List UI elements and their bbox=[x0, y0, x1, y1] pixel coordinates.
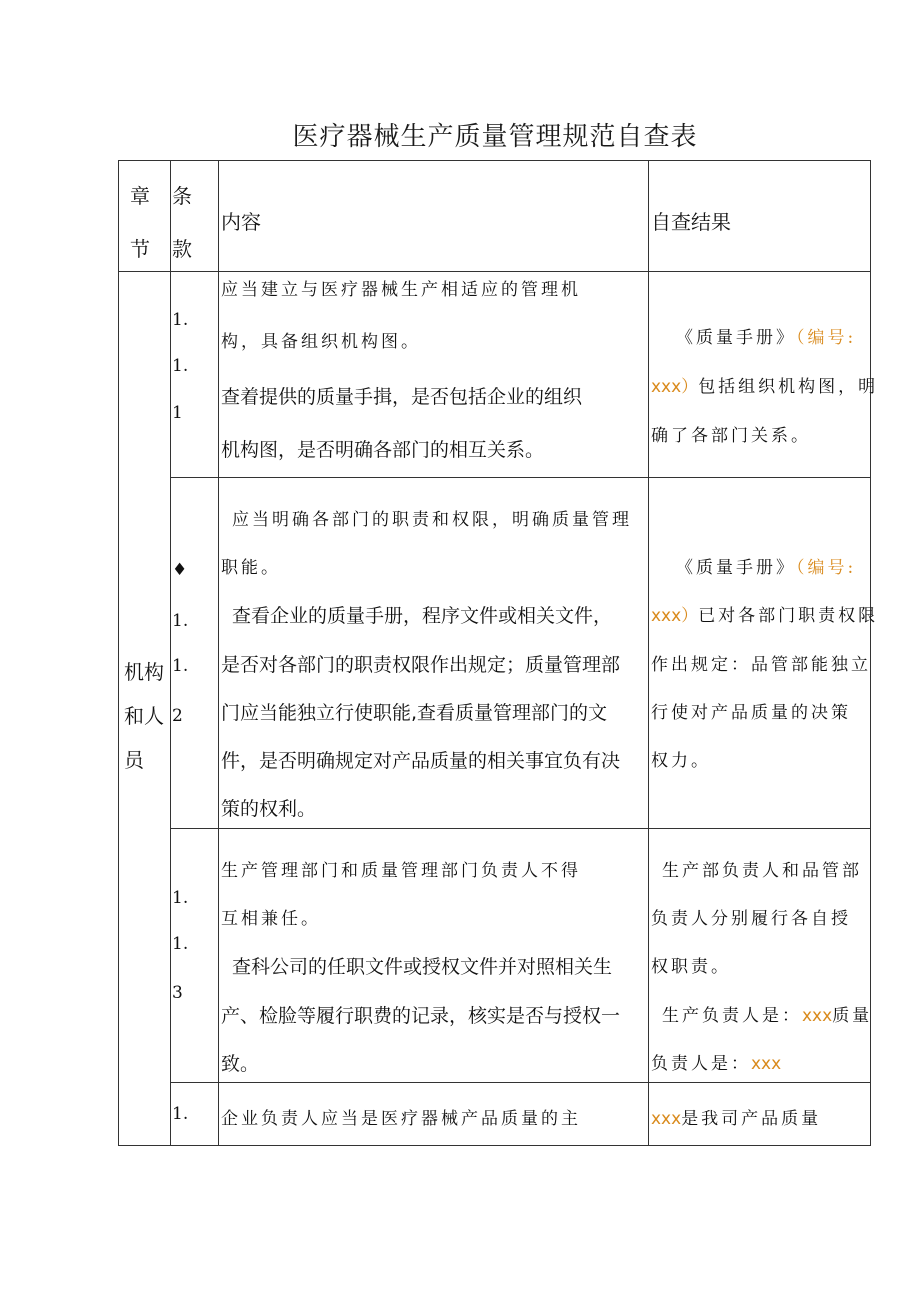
header-chapter: 节 bbox=[130, 237, 150, 261]
requirement-text: 生产管理部门和质量管理部门负责人不得 bbox=[221, 861, 581, 881]
table-row-divider bbox=[170, 477, 871, 478]
check-text: 产、检脸等履行职费的记录，核实是否与授权一 bbox=[221, 1005, 621, 1027]
page-title: 医疗器械生产质量管理规范自查表 bbox=[292, 122, 698, 152]
clause-number: 1. bbox=[172, 1104, 189, 1124]
clause-number: 1. bbox=[172, 934, 189, 954]
clause-number: 1. bbox=[172, 656, 189, 676]
clause-number: 1. bbox=[172, 310, 189, 330]
table-col-divider bbox=[218, 160, 219, 1146]
result-text: 负责人是：xxx bbox=[651, 1054, 782, 1074]
check-text: 是否对各部门的职责权限作出规定；质量管理部 bbox=[221, 654, 621, 676]
clause-number: 2 bbox=[172, 706, 183, 726]
result-text: 确了各部门关系。 bbox=[651, 426, 811, 446]
header-clause: 款 bbox=[172, 237, 192, 261]
check-text: 查看企业的质量手册，程序文件或相关文件， bbox=[232, 605, 613, 627]
header-chapter: 章 bbox=[130, 184, 150, 208]
check-text: 机构图，是否明确各部门的相互关系。 bbox=[221, 439, 545, 461]
result-text: xxx）包括组织机构图，明 bbox=[651, 377, 879, 397]
check-text: 门应当能独立行使职能,查看质量管理部门的文 bbox=[221, 702, 608, 724]
result-text: 负责人分别履行各自授 bbox=[651, 909, 851, 929]
clause-number: 1. bbox=[172, 888, 189, 908]
check-text: 致。 bbox=[221, 1053, 260, 1075]
requirement-text: 应当建立与医疗器械生产相适应的管理机 bbox=[221, 280, 581, 300]
result-text: 生产负责人是：xxx质量 bbox=[662, 1006, 873, 1026]
result-text: 《质量手册》（编号: bbox=[676, 558, 857, 578]
requirement-text: 互相兼任。 bbox=[221, 909, 321, 929]
clause-number: 1. bbox=[172, 611, 189, 631]
clause-number: 3 bbox=[172, 983, 183, 1003]
result-text: 生产部负责人和品管部 bbox=[662, 861, 862, 881]
table-row-divider bbox=[170, 1082, 871, 1083]
table-border-bottom bbox=[118, 1145, 871, 1146]
result-text: xxx是我司产品质量 bbox=[651, 1109, 822, 1129]
table-col-divider bbox=[648, 160, 649, 1146]
table-col-divider bbox=[170, 160, 171, 1146]
header-clause: 条 bbox=[172, 184, 192, 208]
requirement-text: 职能。 bbox=[221, 558, 281, 578]
requirement-text: 构，具备组织机构图。 bbox=[221, 332, 421, 352]
chapter-label: 机构 和人 员 bbox=[124, 660, 164, 772]
table-border-top bbox=[118, 160, 871, 161]
clause-number: 1 bbox=[172, 403, 183, 423]
check-text: 策的权利。 bbox=[221, 798, 317, 820]
result-text: 权力。 bbox=[651, 751, 711, 771]
clause-marker: ♦ bbox=[172, 560, 188, 580]
table-header-divider bbox=[118, 271, 871, 272]
requirement-text: 企业负责人应当是医疗器械产品质量的主 bbox=[221, 1109, 581, 1129]
clause-number: 1. bbox=[172, 356, 189, 376]
result-text: 行使对产品质量的决策 bbox=[651, 703, 851, 723]
result-text: 作出规定：品管部能独立 bbox=[651, 655, 871, 675]
result-text: 《质量手册》（编号: bbox=[676, 328, 857, 348]
check-text: 件，是否明确规定对产品质量的相关事宜负有决 bbox=[221, 750, 621, 772]
result-text: 权职责。 bbox=[651, 957, 731, 977]
header-result: 自查结果 bbox=[651, 210, 731, 234]
check-text: 查科公司的任职文件或授权文件并对照相关生 bbox=[232, 956, 613, 978]
requirement-text: 应当明确各部门的职责和权限，明确质量管理 bbox=[232, 510, 632, 530]
table-row-divider bbox=[170, 828, 871, 829]
table-border-left bbox=[118, 160, 119, 1146]
result-text: xxx）已对各部门职责权限 bbox=[651, 606, 879, 626]
check-text: 查着提供的质量手揖，是否包括企业的组织 bbox=[221, 386, 583, 408]
header-content: 内容 bbox=[221, 210, 261, 234]
